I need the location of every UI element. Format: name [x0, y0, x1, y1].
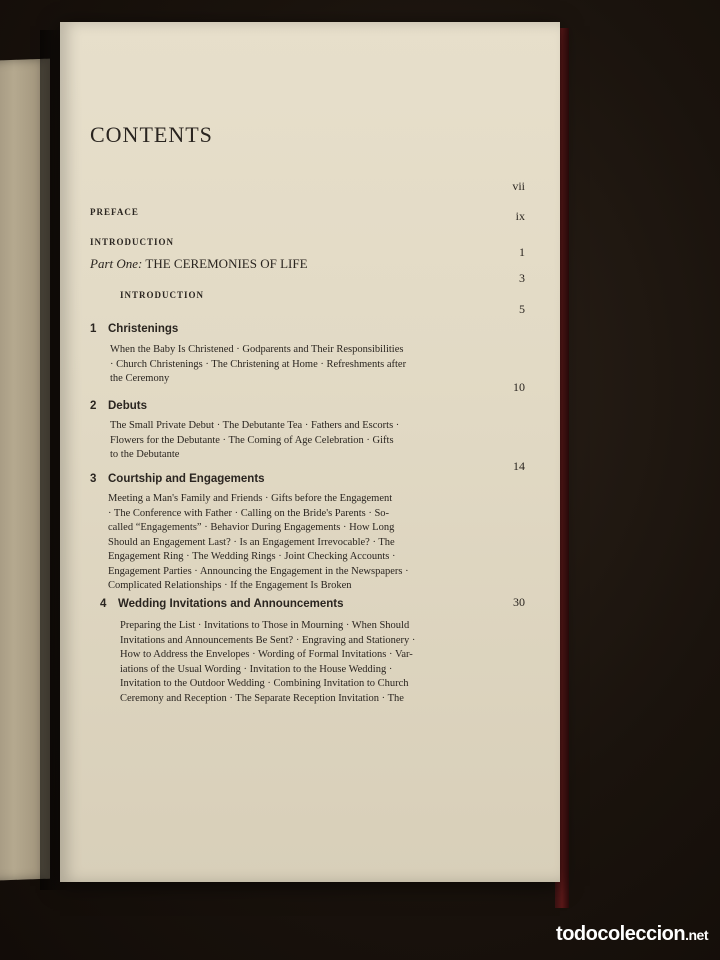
page-number-10: 10	[513, 380, 525, 394]
chapter-number: 3	[90, 473, 97, 485]
part-one-title: THE CEREMONIES OF LIFE	[145, 256, 308, 271]
chapter-title: Christenings	[108, 323, 179, 335]
page-number-1: 1	[519, 245, 525, 259]
watermark-text: todocoleccion	[556, 923, 686, 945]
topic-line: · Church Christenings · The Christening at Home · Refreshments after	[110, 358, 407, 370]
part-one-label: Part One:	[90, 256, 143, 271]
page-number-30: 30	[513, 595, 525, 609]
topic-line: The Small Private Debut · The Debutante Tea · Fathers and Escorts ·	[110, 420, 400, 431]
chapter-title: Debuts	[108, 400, 147, 412]
topic-line: iations of the Usual Wording · Invitation to the House Wedding ·	[120, 663, 393, 675]
part-one-heading	[90, 256, 308, 272]
topic-line: Preparing the List · Invitations to Those in Mourning · When Should	[120, 620, 410, 631]
topic-line: called “Engagements” · Behavior During Engagements · How Long	[108, 522, 395, 533]
introduction-entry: INTRODUCTION	[90, 237, 175, 247]
topic-line: · The Conference with Father · Calling on the Bride's Parents · So-	[108, 507, 390, 519]
topic-line: Ceremony and Reception · The Separate Reception Invitation · The	[120, 692, 404, 704]
topic-line: Engagement Ring · The Wedding Rings · Joint Checking Accounts ·	[108, 551, 396, 562]
chapter-number: 4	[100, 598, 107, 610]
watermark-suffix: .net	[685, 927, 708, 943]
topic-line: Complicated Relationships · If the Engagement Is Broken	[108, 580, 352, 591]
topic-line: Meeting a Man's Family and Friends · Gifts before the Engagement	[108, 493, 393, 504]
page-number-5: 5	[519, 302, 525, 316]
page-number-vii: vii	[512, 179, 525, 193]
topic-line: Flowers for the Debutante · The Coming of Age Celebration · Gifts	[110, 434, 394, 446]
page-number-3: 3	[519, 271, 525, 285]
chapter-1-heading	[90, 323, 178, 335]
chapter-3-topics	[108, 492, 488, 594]
preface-entry: PREFACE	[90, 207, 139, 217]
topic-line: Engagement Parties · Announcing the Engagement in the Newspapers ·	[108, 565, 409, 577]
topic-line: Invitation to the Outdoor Wedding · Combining Invitation to Church	[120, 678, 409, 689]
chapter-1-topics	[110, 343, 490, 387]
chapter-title: Courtship and Engagements	[108, 473, 265, 485]
chapter-2-topics	[110, 419, 490, 463]
topic-line: Should an Engagement Last? · Is an Engagement Irrevocable? · The	[108, 536, 395, 548]
chapter-3-heading	[90, 473, 265, 485]
chapter-4-heading	[100, 598, 344, 610]
page-number-ix: ix	[515, 209, 525, 223]
chapter-number: 1	[90, 323, 97, 335]
topic-line: Invitations and Announcements Be Sent? · Engraving and Stationery ·	[120, 634, 416, 646]
book-page	[60, 22, 560, 882]
topic-line: How to Address the Envelopes · Wording of Formal Invitations · Var-	[120, 649, 413, 660]
topic-line: the Ceremony	[110, 373, 170, 384]
part-one-introduction-entry: INTRODUCTION	[120, 290, 205, 300]
contents-title: CONTENTS	[90, 122, 213, 147]
chapter-number: 2	[90, 400, 97, 412]
chapter-4-topics	[120, 619, 500, 706]
chapter-2-heading	[90, 400, 147, 412]
page-number-14: 14	[513, 459, 525, 473]
topic-line: to the Debutante	[110, 449, 180, 460]
watermark-logo	[556, 923, 708, 946]
topic-line: When the Baby Is Christened · Godparents and Their Responsibilities	[110, 344, 404, 355]
chapter-title: Wedding Invitations and Announcements	[118, 598, 344, 610]
